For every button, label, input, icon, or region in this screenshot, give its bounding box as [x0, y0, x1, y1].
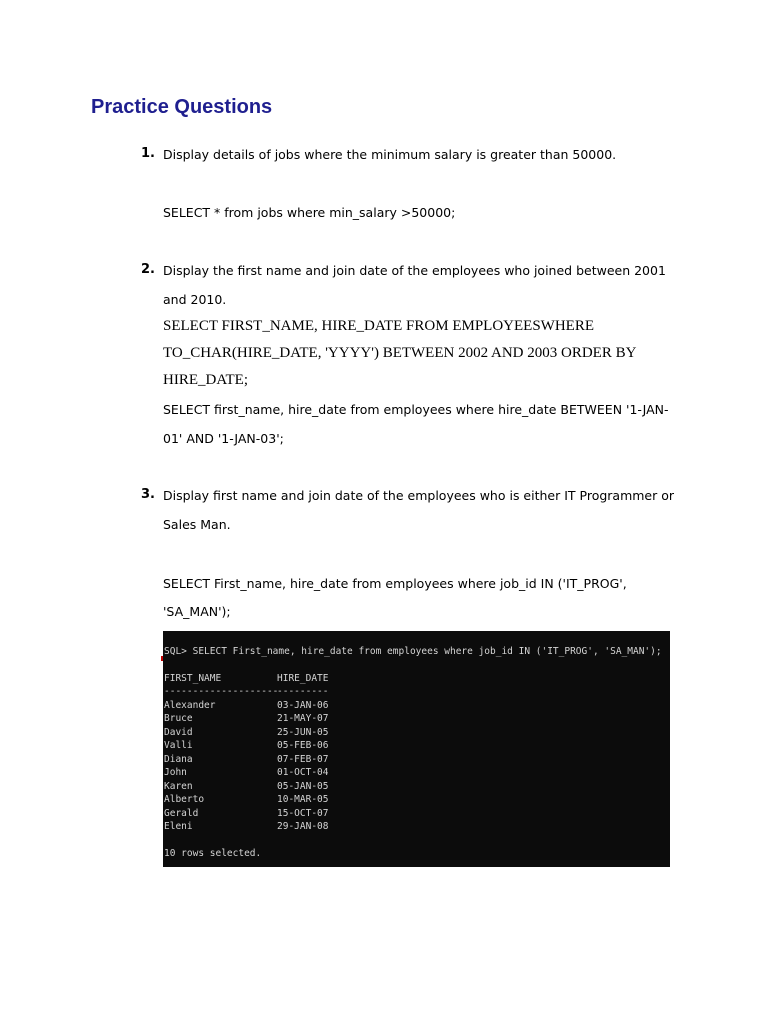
question-2-answer-line-2: 01' AND '1-JAN-03'; [163, 431, 284, 446]
question-2-serif-answer-line-2: TO_CHAR(HIRE_DATE, 'YYYY') BETWEEN 2002 AND 2003 ORDER BY [163, 345, 637, 361]
table-row: Gerald [164, 808, 199, 819]
question-1-text: Display details of jobs where the minimum salary is greater than 50000. [163, 147, 617, 162]
terminal-separator-1: -------------------- [164, 686, 279, 697]
question-3-text-line-1: Display first name and join date of the employees who is either IT Programmer or [163, 488, 675, 503]
table-row: John [164, 767, 187, 778]
table-cell-date: 21-MAY-07 [277, 713, 329, 724]
table-row: Diana [164, 754, 193, 765]
table-cell-date: 03-JAN-06 [277, 700, 329, 711]
question-3-text-line-2: Sales Man. [163, 517, 231, 532]
question-2-number: 2. [141, 262, 155, 277]
table-cell-date: 10-MAR-05 [277, 794, 329, 805]
question-2-text-line-1: Display the first name and join date of the employees who joined between 2001 [163, 263, 666, 278]
table-cell-date: 07-FEB-07 [277, 754, 329, 765]
terminal-separator-2: --------- [277, 686, 329, 697]
table-cell-date: 05-JAN-05 [277, 781, 329, 792]
table-row: David [164, 727, 193, 738]
question-1-number: 1. [141, 146, 155, 161]
table-cell-date: 01-OCT-04 [277, 767, 329, 778]
table-cell-date: 25-JUN-05 [277, 727, 329, 738]
question-3-answer-line-2: 'SA_MAN'); [163, 604, 231, 619]
terminal-footer: 10 rows selected. [164, 848, 262, 859]
table-cell-date: 29-JAN-08 [277, 821, 329, 832]
question-3-answer-line-1: SELECT First_name, hire_date from employees where job_id IN ('IT_PROG', [163, 576, 627, 591]
table-row: Bruce [164, 713, 193, 724]
question-2-text-line-2: and 2010. [163, 292, 227, 307]
table-row: Alexander [164, 700, 216, 711]
terminal-header-first-name: FIRST_NAME [164, 673, 222, 684]
terminal-command: SQL> SELECT First_name, hire_date from employees where job_id IN ('IT_PROG', 'SA_MAN'); [164, 646, 662, 657]
table-cell-date: 15-OCT-07 [277, 808, 329, 819]
table-row: Karen [164, 781, 193, 792]
question-2-serif-answer-line-3: HIRE_DATE; [163, 372, 248, 388]
page-title: Practice Questions [91, 96, 273, 118]
sql-terminal-output [163, 631, 670, 867]
table-row: Valli [164, 740, 193, 751]
question-2-serif-answer-line-1: SELECT FIRST_NAME, HIRE_DATE FROM EMPLOYEESWHERE [163, 318, 594, 334]
question-3-number: 3. [141, 487, 155, 502]
table-cell-date: 05-FEB-06 [277, 740, 329, 751]
table-row: Alberto [164, 794, 205, 805]
terminal-header-hire-date: HIRE_DATE [277, 673, 329, 684]
table-row: Eleni [164, 821, 193, 832]
question-2-answer-line-1: SELECT first_name, hire_date from employees where hire_date BETWEEN '1-JAN- [163, 402, 669, 417]
question-1-answer: SELECT * from jobs where min_salary >50000; [163, 205, 456, 220]
